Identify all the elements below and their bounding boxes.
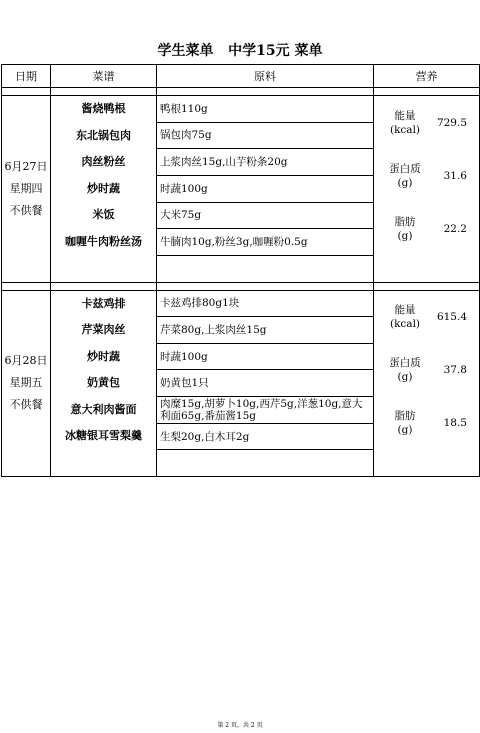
ingredients-cell — [157, 423, 374, 450]
ingredients-cell — [157, 290, 374, 317]
spacer-row — [2, 282, 480, 290]
nutrition-item — [374, 96, 479, 149]
nutrition-item — [374, 149, 479, 202]
nutrition-label — [374, 215, 430, 243]
dish-list — [51, 290, 157, 477]
page-footer: 第 2 页，共 2 页 — [217, 722, 263, 729]
ingredients-text: 牛腩肉10g,粉丝3g,咖喱粉0.5g — [160, 236, 308, 249]
dish-name: 炒时蔬 — [87, 349, 120, 363]
dish-name: 东北锅包肉 — [76, 128, 131, 142]
nutrition-cell — [374, 290, 480, 477]
ingredients-cell — [157, 343, 374, 370]
ingredients-cell — [157, 229, 374, 256]
ingredients-cell — [157, 96, 374, 123]
dish-name — [51, 255, 156, 282]
dish-name: 酱烧鸭根 — [81, 102, 126, 115]
dish-name: 卡兹鸡排 — [81, 296, 126, 310]
nutrition-label — [374, 109, 430, 137]
dish-name: 冰糖银耳雪梨羹 — [65, 429, 142, 442]
ingredients-cell — [157, 397, 374, 424]
day-weekday: 星期五 — [9, 376, 43, 390]
page-title: 学生菜单 中学15元 菜单 — [157, 43, 323, 59]
nutrition-value: 18.5 — [443, 417, 467, 429]
dish-name — [51, 450, 156, 477]
day-date: 6月28日 — [4, 354, 48, 368]
nutrition-name: 能量 — [394, 304, 416, 316]
nutrition-label — [374, 303, 430, 331]
header-ingredients: 原料 — [157, 65, 374, 88]
header-row — [2, 65, 480, 88]
header-nutrition: 营养 — [374, 65, 480, 88]
nutrition-cell — [374, 96, 480, 283]
ingredients-cell — [157, 122, 374, 149]
ingredients-cell — [157, 149, 374, 176]
nutrition-item — [374, 344, 479, 397]
dish-name: 炒时蔬 — [87, 181, 120, 195]
header-date: 日期 — [2, 65, 51, 88]
nutrition-item — [374, 202, 479, 255]
day-date: 6月27日 — [4, 159, 48, 173]
nutrition-label — [374, 356, 430, 384]
ingredients-cell — [157, 450, 374, 477]
date-cell — [2, 96, 51, 283]
ingredients-cell — [157, 317, 374, 344]
ingredients-text: 肉糜15g,胡萝卜10g,西芹5g,洋葱10g,意大利面65g,番茄酱15g — [160, 397, 363, 422]
header-dishes: 菜谱 — [51, 65, 157, 88]
nutrition-unit: (g) — [397, 229, 413, 242]
ingredients-text: 奶黄包1只 — [160, 377, 209, 390]
date-cell — [2, 290, 51, 477]
ingredients-text: 大米75g — [160, 209, 202, 222]
nutrition-label — [374, 409, 430, 437]
nutrition-unit: (g) — [397, 424, 413, 436]
nutrition-value: 37.8 — [443, 364, 467, 376]
ingredients-text: 时蔬100g — [160, 182, 208, 195]
nutrition-value: 22.2 — [443, 222, 467, 235]
menu-table — [1, 64, 480, 477]
ingredients-cell — [157, 255, 374, 282]
dish-row — [2, 290, 480, 317]
nutrition-value: 31.6 — [443, 169, 467, 182]
nutrition-name: 能量 — [394, 109, 416, 122]
ingredients-text: 鸭根110g — [160, 102, 208, 115]
dish-name: 意大利肉酱面 — [70, 402, 137, 416]
spacer-row — [2, 88, 480, 96]
dish-name: 奶黄包 — [87, 376, 120, 389]
ingredients-cell — [157, 202, 374, 229]
nutrition-unit: (g) — [397, 371, 413, 383]
nutrition-unit: (kcal) — [389, 318, 421, 330]
ingredients-text: 生梨20g,白木耳2g — [160, 430, 250, 443]
ingredients-text: 上浆肉丝15g,山芋粉条20g — [160, 156, 288, 169]
nutrition-value: 729.5 — [436, 116, 467, 129]
dish-name: 米饭 — [92, 208, 115, 221]
ingredients-cell — [157, 175, 374, 202]
ingredients-text: 锅包肉75g — [160, 129, 212, 142]
ingredients-text: 时蔬100g — [160, 350, 208, 363]
ingredients-text: 卡兹鸡排80g1块 — [160, 297, 240, 310]
nutrition-name: 蛋白质 — [389, 357, 421, 369]
ingredients-cell — [157, 370, 374, 397]
day-note: 不供餐 — [9, 398, 43, 412]
nutrition-name: 蛋白质 — [389, 162, 421, 175]
day-note: 不供餐 — [9, 203, 43, 217]
ingredients-text: 芹菜80g,上浆肉丝15g — [160, 323, 267, 336]
nutrition-name: 脂肪 — [394, 215, 416, 228]
nutrition-name: 脂肪 — [394, 410, 416, 422]
dish-row — [2, 96, 480, 123]
dish-name: 芹菜肉丝 — [81, 323, 126, 336]
nutrition-unit: (g) — [397, 176, 413, 189]
nutrition-value: 615.4 — [436, 311, 467, 323]
nutrition-label — [374, 162, 430, 190]
nutrition-unit: (kcal) — [389, 123, 421, 136]
nutrition-item — [374, 291, 479, 344]
dish-name: 肉丝粉丝 — [81, 155, 126, 168]
dish-list — [51, 96, 157, 283]
nutrition-item — [374, 397, 479, 450]
day-weekday: 星期四 — [9, 181, 43, 195]
dish-name: 咖喱牛肉粉丝汤 — [65, 234, 142, 248]
